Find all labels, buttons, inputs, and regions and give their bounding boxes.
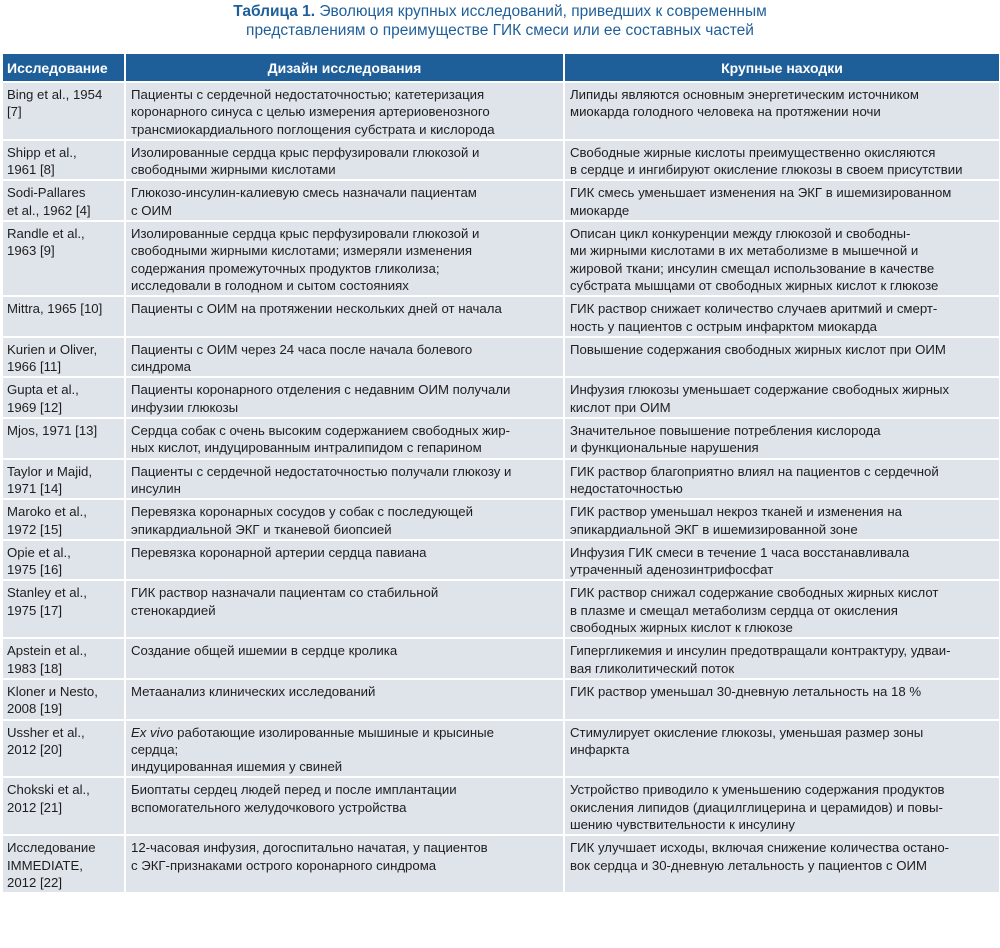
findings-cell xyxy=(565,721,999,777)
study-cell-line: Kurien и Oliver, xyxy=(7,341,98,357)
findings-cell-line: инфаркта xyxy=(570,741,630,757)
design-cell-line: ГИК раствор назначали пациентам со стабильной xyxy=(131,585,439,601)
findings-cell-line: эпикардиальной ЭКГ в ишемизированной зоне xyxy=(570,521,858,537)
study-cell xyxy=(3,419,124,458)
design-cell xyxy=(126,836,563,892)
findings-cell-line: в сердце и ингибируют окисление глюкозы в своем присутствии xyxy=(570,162,963,178)
design-cell xyxy=(126,460,563,499)
table-row xyxy=(3,141,999,180)
design-cell-line: исследовали в голодном и сытом состояниях xyxy=(131,277,409,293)
design-cell-line: Сердца собак с очень высоким содержанием свободных жир- xyxy=(131,423,511,439)
study-cell xyxy=(3,639,124,678)
study-cell-line: 1969 [12] xyxy=(7,399,62,415)
study-cell xyxy=(3,181,124,220)
design-cell-line: содержания промежуточных продуктов гликолиза; xyxy=(131,260,440,276)
design-cell-line: работающие изолированные мышиные и крысиные xyxy=(173,724,494,740)
table-row xyxy=(3,460,999,499)
findings-cell-line: ГИК раствор уменьшал 30-дневную летальность на 18 % xyxy=(570,683,922,699)
study-cell-line: Chokski et al., xyxy=(7,782,90,798)
table-row xyxy=(3,338,999,377)
findings-cell-line: Гипергликемия и инсулин предотвращали контрактуру, удваи- xyxy=(570,643,951,659)
design-cell-line: с ЭКГ-признаками острого коронарного синдрома xyxy=(131,857,437,873)
findings-cell-line: Инфузия ГИК смеси в течение 1 часа восстанавливала xyxy=(570,544,910,560)
design-cell-line: сердца; xyxy=(131,741,179,757)
study-cell-line: Maroko et al., xyxy=(7,504,87,520)
findings-cell-line: кислот при ОИМ xyxy=(570,399,671,415)
findings-cell-line: утраченный аденозинтрифосфат xyxy=(570,562,774,578)
study-cell-line: Apstein et al., xyxy=(7,643,87,659)
study-cell-line: [7] xyxy=(7,104,22,120)
findings-cell-line: шению чувствительности к инсулину xyxy=(570,816,795,832)
study-cell-line: Randle et al., xyxy=(7,226,85,242)
design-cell xyxy=(126,419,563,458)
study-cell xyxy=(3,581,124,637)
design-cell xyxy=(126,338,563,377)
design-cell xyxy=(126,721,563,777)
study-cell-line: 2008 [19] xyxy=(7,701,62,717)
study-cell-line: Исследование xyxy=(7,840,96,856)
findings-cell-line: Свободные жирные кислоты преимущественно окисляются xyxy=(570,144,936,160)
findings-cell xyxy=(565,181,999,220)
design-cell-line: вспомогательного желудочкового устройства xyxy=(131,799,407,815)
design-cell-line: Биоптаты сердец людей перед и после имплантации xyxy=(131,782,457,798)
study-cell-line: Kloner и Nesto, xyxy=(7,683,98,699)
study-cell xyxy=(3,83,124,139)
study-cell-line: Bing et al., 1954 xyxy=(7,87,103,102)
column-header-study: Исследование xyxy=(3,54,124,81)
design-cell xyxy=(126,181,563,220)
table-row xyxy=(3,419,999,458)
findings-cell xyxy=(565,419,999,458)
table-row xyxy=(3,500,999,539)
design-cell-line: трансмиокардиального поглощения субстрата и кислорода xyxy=(131,121,495,137)
table-row xyxy=(3,778,999,834)
study-cell xyxy=(3,222,124,295)
findings-cell-line: ми жирными кислотами в их метаболизме в мышечной и xyxy=(570,243,919,259)
study-cell-line: Sodi-Pallares xyxy=(7,185,86,201)
study-cell xyxy=(3,680,124,719)
caption-label: Таблица 1. xyxy=(233,3,316,20)
design-cell-line: инфузии глюкозы xyxy=(131,399,239,415)
findings-cell-line: вая гликолитический поток xyxy=(570,660,735,676)
table-row xyxy=(3,378,999,417)
study-cell-line: 2012 [21] xyxy=(7,799,62,815)
study-cell-line: 1975 [17] xyxy=(7,602,62,618)
design-cell-line: 12-часовая инфузия, догоспитально начатая, у пациентов xyxy=(131,840,488,856)
study-cell-line: 1971 [14] xyxy=(7,480,62,496)
findings-cell xyxy=(565,581,999,637)
findings-cell-line: ность у пациентов с острым инфарктом миокарда xyxy=(570,318,877,334)
design-cell-line: Изолированные сердца крыс перфузировали глюкозой и xyxy=(131,144,480,160)
findings-cell-line: ГИК раствор снижает количество случаев аритмий и смерт- xyxy=(570,301,938,317)
findings-cell-line: вок сердца и 30-дневную летальность у пациентов с ОИМ xyxy=(570,857,927,873)
table-row xyxy=(3,541,999,580)
design-cell-line: Пациенты с ОИМ на протяжении нескольких дней от начала xyxy=(131,301,502,317)
findings-cell xyxy=(565,83,999,139)
findings-cell xyxy=(565,141,999,180)
findings-cell-line: Стимулирует окисление глюкозы, уменьшая размер зоны xyxy=(570,724,924,740)
study-cell-line: 1983 [18] xyxy=(7,660,62,676)
findings-cell xyxy=(565,639,999,678)
design-cell-line: Пациенты коронарного отделения с недавним ОИМ получали xyxy=(131,382,511,398)
design-cell-line: инсулин xyxy=(131,480,181,496)
study-cell xyxy=(3,141,124,180)
design-cell xyxy=(126,500,563,539)
design-cell xyxy=(126,222,563,295)
table-row xyxy=(3,639,999,678)
study-cell-line: Mittra, 1965 [10] xyxy=(7,301,103,317)
study-cell xyxy=(3,297,124,336)
table-row xyxy=(3,181,999,220)
design-cell xyxy=(126,778,563,834)
study-cell-line: 1966 [11] xyxy=(7,359,62,375)
design-cell-line: синдрома xyxy=(131,359,192,375)
study-cell xyxy=(3,378,124,417)
findings-cell-line: Липиды являются основным энергетическим источником xyxy=(570,87,919,102)
findings-cell-line: миокарда голодного человека на протяжении ночи xyxy=(570,104,881,120)
table-caption xyxy=(0,0,1000,46)
study-cell xyxy=(3,460,124,499)
column-header-findings: Крупные находки xyxy=(565,54,999,81)
findings-cell-line: Инфузия глюкозы уменьшает содержание свободных жирных xyxy=(570,382,950,398)
design-cell-line: Перевязка коронарных сосудов у собак с последующей xyxy=(131,504,473,520)
study-cell-line: 2012 [22] xyxy=(7,874,62,890)
design-cell xyxy=(126,639,563,678)
design-cell-line: Пациенты с ОИМ через 24 часа после начала болевого xyxy=(131,341,473,357)
findings-cell-line: Значительное повышение потребления кислорода xyxy=(570,423,881,439)
findings-cell-line: недостаточностью xyxy=(570,480,683,496)
study-cell-line: et al., 1962 [4] xyxy=(7,202,91,218)
table-row xyxy=(3,680,999,719)
design-cell-line: Перевязка коронарной артерии сердца павиана xyxy=(131,544,427,560)
design-cell-line: ных кислот, индуцированным интралипидом с гепарином xyxy=(131,440,482,456)
design-cell xyxy=(126,581,563,637)
caption-title-part-1: Эволюция крупных исследований, приведших к современным xyxy=(319,3,767,20)
studies-table xyxy=(1,52,1000,894)
table-row xyxy=(3,581,999,637)
findings-cell-line: ГИК смесь уменьшает изменения на ЭКГ в ишемизированном xyxy=(570,185,952,201)
table-row xyxy=(3,836,999,892)
findings-cell-line: в плазме и смещал метаболизм сердца от окисления xyxy=(570,602,898,618)
study-cell xyxy=(3,721,124,777)
study-cell-line: 1972 [15] xyxy=(7,521,62,537)
study-cell-line: 1963 [9] xyxy=(7,243,55,259)
table-header-row xyxy=(3,54,999,81)
study-cell xyxy=(3,778,124,834)
column-header-design: Дизайн исследования xyxy=(126,54,563,81)
findings-cell-line: ГИК раствор снижал содержание свободных жирных кислот xyxy=(570,585,939,601)
design-italic-text: Ex vivo xyxy=(131,724,174,740)
findings-cell xyxy=(565,460,999,499)
design-cell-line: свободными жирными кислотами; измеряли изменения xyxy=(131,243,473,259)
table-row xyxy=(3,721,999,777)
design-cell xyxy=(126,541,563,580)
study-cell xyxy=(3,541,124,580)
findings-cell-line: окисления липидов (диацилглицерина и церамидов) и повы- xyxy=(570,799,943,815)
design-cell xyxy=(126,680,563,719)
design-cell-line: свободными жирными кислотами xyxy=(131,162,336,178)
design-cell-line: Изолированные сердца крыс перфузировали глюкозой и xyxy=(131,226,480,242)
findings-cell xyxy=(565,222,999,295)
findings-cell xyxy=(565,836,999,892)
design-cell-line: индуцированная ишемия у свиней xyxy=(131,759,343,775)
findings-cell-line: ГИК раствор благоприятно влиял на пациентов с сердечной xyxy=(570,463,939,479)
study-cell-line: Stanley et al., xyxy=(7,585,87,601)
study-cell-line: Opie et al., xyxy=(7,544,71,560)
design-cell xyxy=(126,141,563,180)
study-cell-line: 1975 [16] xyxy=(7,562,62,578)
study-cell-line: Shipp et al., xyxy=(7,144,77,160)
study-cell-line: Taylor и Majid, xyxy=(7,463,93,479)
study-cell-line: 2012 [20] xyxy=(7,741,62,757)
table-body xyxy=(3,83,999,892)
table-row xyxy=(3,83,999,139)
findings-cell xyxy=(565,297,999,336)
study-cell xyxy=(3,836,124,892)
study-cell xyxy=(3,338,124,377)
findings-cell-line: ГИК раствор уменьшал некроз тканей и изменения на xyxy=(570,504,902,520)
findings-cell-line: Описан цикл конкуренции между глюкозой и свободны- xyxy=(570,226,911,242)
findings-cell-line: субстрата мышцами от свободных жирных кислот к глюкозе xyxy=(570,277,939,293)
findings-cell xyxy=(565,500,999,539)
findings-cell xyxy=(565,338,999,377)
study-cell xyxy=(3,500,124,539)
design-cell xyxy=(126,378,563,417)
design-cell-line: Метаанализ клинических исследований xyxy=(131,683,376,699)
findings-cell-line: жировой ткани; инсулин смещал использование в качестве xyxy=(570,260,935,276)
design-cell-line: эпикардиальной ЭКГ и тканевой биопсией xyxy=(131,521,392,537)
findings-cell-line: и функциональные нарушения xyxy=(570,440,759,456)
findings-cell-line: Повышение содержания свободных жирных кислот при ОИМ xyxy=(570,341,946,357)
findings-cell-line: ГИК улучшает исходы, включая снижение количества остано- xyxy=(570,840,950,856)
design-cell-line: стенокардией xyxy=(131,602,216,618)
design-cell xyxy=(126,297,563,336)
design-cell xyxy=(126,83,563,139)
design-cell-line: с ОИМ xyxy=(131,202,172,218)
design-cell-line: коронарного синуса с целью измерения артериовенозного xyxy=(131,104,490,120)
caption-line-1 xyxy=(0,2,1000,21)
findings-cell xyxy=(565,680,999,719)
design-cell-line: Глюкозо-инсулин-калиевую смесь назначали пациентам xyxy=(131,185,477,201)
design-cell-line: Создание общей ишемии в сердце кролика xyxy=(131,643,398,659)
findings-cell-line: миокарде xyxy=(570,202,630,218)
findings-cell-line: свободных жирных кислот к глюкозе xyxy=(570,620,793,636)
study-cell-line: IMMEDIATE, xyxy=(7,857,83,873)
study-cell-line: 1961 [8] xyxy=(7,162,55,178)
caption-title-part-2: представлениям о преимуществе ГИК смеси или ее составных частей xyxy=(246,22,754,39)
study-cell-line: Gupta et al., xyxy=(7,382,79,398)
table-row xyxy=(3,222,999,295)
study-cell-line: Ussher et al., xyxy=(7,724,85,740)
table-row xyxy=(3,297,999,336)
design-cell-line: Пациенты с сердечной недостаточностью; катетеризация xyxy=(131,87,485,102)
findings-cell xyxy=(565,378,999,417)
findings-cell-line: Устройство приводило к уменьшению содержания продуктов xyxy=(570,782,945,798)
study-cell-line: Mjos, 1971 [13] xyxy=(7,423,98,439)
findings-cell xyxy=(565,541,999,580)
design-cell-line: Пациенты с сердечной недостаточностью получали глюкозу и xyxy=(131,463,512,479)
findings-cell xyxy=(565,778,999,834)
